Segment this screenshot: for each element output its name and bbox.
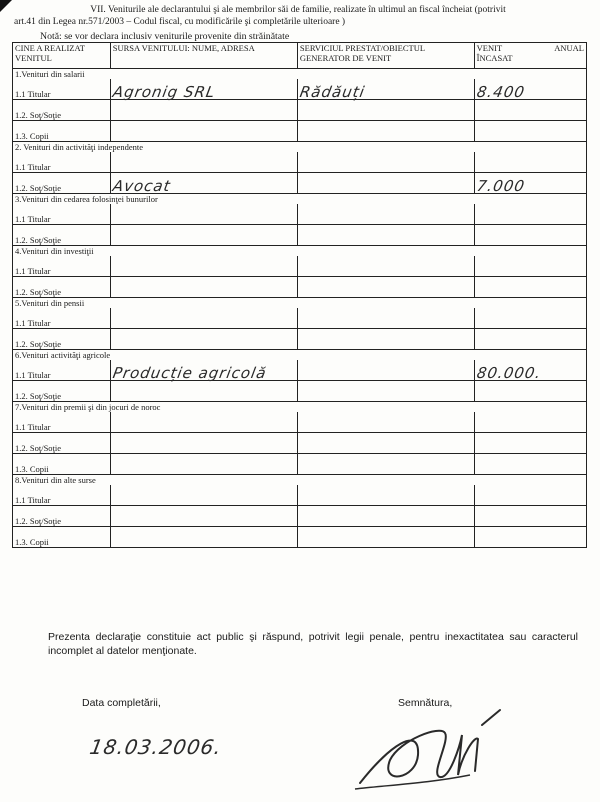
table-row bbox=[13, 100, 587, 121]
table-row bbox=[13, 412, 587, 433]
section-row bbox=[13, 350, 587, 361]
cell-source bbox=[110, 79, 297, 100]
header-income-incasat: ÎNCASAT bbox=[476, 53, 513, 63]
cell-label: 1.1 Titular bbox=[13, 204, 111, 225]
cell-source bbox=[110, 506, 297, 527]
section-heading-legal-ref: art.41 din Legea nr.571/2003 – Codul fiscal, cu modificările şi completările ulterioare ) bbox=[14, 17, 346, 27]
cell-amount bbox=[474, 329, 586, 350]
cell-label: 1.2. Soţ/Soţie bbox=[13, 506, 111, 527]
handwritten-source: Producție agricolă bbox=[111, 364, 268, 382]
table-row bbox=[13, 360, 587, 381]
section-row bbox=[13, 402, 587, 413]
table-row bbox=[13, 485, 587, 506]
section-title: 1.Venituri din salarii bbox=[13, 69, 587, 80]
table-row bbox=[13, 121, 587, 142]
cell-label: 1.3. Copii bbox=[13, 527, 111, 548]
cell-service bbox=[297, 433, 474, 454]
cell-service bbox=[297, 360, 474, 381]
cell-service bbox=[297, 79, 474, 100]
cell-amount bbox=[474, 308, 586, 329]
cell-amount bbox=[474, 433, 586, 454]
cell-source bbox=[110, 454, 297, 475]
cell-amount bbox=[474, 360, 586, 381]
cell-source bbox=[110, 433, 297, 454]
header-service bbox=[297, 43, 474, 69]
header-income-venit: VENIT bbox=[476, 43, 503, 53]
cell-amount bbox=[474, 412, 586, 433]
cell-amount bbox=[474, 277, 586, 298]
cell-source bbox=[110, 100, 297, 121]
section-title: 3.Venituri din cedarea folosinţei bunurilor bbox=[13, 194, 587, 205]
income-table bbox=[12, 42, 587, 548]
cell-source bbox=[110, 256, 297, 277]
cell-service bbox=[297, 173, 474, 194]
table-row bbox=[13, 527, 587, 548]
header-source-text: SURSA VENITULUI: NUME, ADRESA bbox=[112, 43, 255, 53]
header-source bbox=[110, 43, 297, 69]
cell-label: 1.2. Soţ/Soţie bbox=[13, 277, 111, 298]
handwritten-date: 18.03.2006. bbox=[87, 735, 224, 759]
table-row bbox=[13, 79, 587, 100]
cell-service bbox=[297, 381, 474, 402]
cell-amount bbox=[474, 506, 586, 527]
cell-service bbox=[297, 308, 474, 329]
handwritten-service: Rădăuți bbox=[298, 83, 367, 101]
handwritten-amount: 80.000. bbox=[475, 364, 543, 382]
cell-label: 1.1 Titular bbox=[13, 152, 111, 173]
cell-service bbox=[297, 527, 474, 548]
cell-service bbox=[297, 225, 474, 246]
table-row bbox=[13, 173, 587, 194]
section-row bbox=[13, 142, 587, 153]
cell-label: 1.2. Soţ/Soţie bbox=[13, 433, 111, 454]
header-who bbox=[13, 43, 111, 69]
date-label: Data completării, bbox=[82, 697, 161, 709]
section-title: 4.Venituri din investiţii bbox=[13, 246, 587, 257]
cell-source bbox=[110, 527, 297, 548]
cell-service bbox=[297, 412, 474, 433]
cell-label: 1.2. Soţ/Soţie bbox=[13, 381, 111, 402]
cell-label: 1.1 Titular bbox=[13, 485, 111, 506]
table-row bbox=[13, 506, 587, 527]
cell-amount bbox=[474, 527, 586, 548]
cell-label: 1.3. Copii bbox=[13, 454, 111, 475]
cell-amount bbox=[474, 79, 586, 100]
cell-source bbox=[110, 329, 297, 350]
cell-service bbox=[297, 256, 474, 277]
table-row bbox=[13, 277, 587, 298]
table-row bbox=[13, 204, 587, 225]
cell-source bbox=[110, 381, 297, 402]
cell-label: 1.1 Titular bbox=[13, 256, 111, 277]
cell-label: 1.2. Soţ/Soţie bbox=[13, 225, 111, 246]
cell-service bbox=[297, 485, 474, 506]
cell-service bbox=[297, 100, 474, 121]
cell-source bbox=[110, 360, 297, 381]
cell-amount bbox=[474, 454, 586, 475]
table-row bbox=[13, 381, 587, 402]
section-title: 5.Venituri din pensii bbox=[13, 298, 587, 309]
cell-source bbox=[110, 152, 297, 173]
cell-amount bbox=[474, 204, 586, 225]
cell-amount bbox=[474, 485, 586, 506]
cell-label: 1.1 Titular bbox=[13, 360, 111, 381]
section-heading: VII. Veniturile ale declarantului şi ale membrilor săi de familie, realizate în ultimul an fiscal încheiat (potrivit bbox=[90, 5, 506, 15]
foreign-income-note: Notă: se vor declara inclusiv veniturile provenite din străinătate bbox=[40, 31, 290, 42]
table-row bbox=[13, 308, 587, 329]
cell-source bbox=[110, 173, 297, 194]
table-row bbox=[13, 152, 587, 173]
cell-amount bbox=[474, 152, 586, 173]
handwritten-source: Avocat bbox=[111, 177, 172, 195]
cell-source bbox=[110, 308, 297, 329]
section-title: 6.Venituri activităţi agricole bbox=[13, 350, 587, 361]
cell-source bbox=[110, 485, 297, 506]
cell-label: 1.2. Soţ/Soţie bbox=[13, 329, 111, 350]
cell-source bbox=[110, 412, 297, 433]
cell-amount bbox=[474, 225, 586, 246]
cell-amount bbox=[474, 100, 586, 121]
income-table-body bbox=[13, 43, 587, 548]
handwritten-amount: 8.400 bbox=[475, 83, 527, 101]
cell-source bbox=[110, 277, 297, 298]
table-row bbox=[13, 433, 587, 454]
cell-label: 1.1 Titular bbox=[13, 308, 111, 329]
cell-amount bbox=[474, 173, 586, 194]
cell-amount bbox=[474, 121, 586, 142]
cell-source bbox=[110, 121, 297, 142]
cell-source bbox=[110, 225, 297, 246]
cell-service bbox=[297, 506, 474, 527]
cell-label: 1.1 Titular bbox=[13, 412, 111, 433]
table-row bbox=[13, 256, 587, 277]
header-income bbox=[474, 43, 586, 69]
signature-label: Semnătura, bbox=[398, 697, 453, 709]
section-row bbox=[13, 475, 587, 486]
cell-service bbox=[297, 204, 474, 225]
cell-service bbox=[297, 121, 474, 142]
section-row bbox=[13, 194, 587, 205]
cell-label: 1.1 Titular bbox=[13, 79, 111, 100]
legal-statement: Prezenta declaraţie constituie act public şi răspund, potrivit legii penale, pentru inexactitatea sau caracterul incomplet al datelor menţionate. bbox=[48, 631, 578, 657]
cell-service bbox=[297, 277, 474, 298]
cell-amount bbox=[474, 256, 586, 277]
cell-label: 1.2. Soţ/Soţie bbox=[13, 173, 111, 194]
header-who-text: CINE A REALIZAT VENITUL bbox=[15, 43, 85, 63]
section-title: 8.Venituri din alte surse bbox=[13, 475, 587, 486]
handwritten-source: Agronig SRL bbox=[111, 83, 217, 101]
section-row bbox=[13, 298, 587, 309]
section-row bbox=[13, 69, 587, 80]
cell-label: 1.2. Soţ/Soţie bbox=[13, 100, 111, 121]
cell-service bbox=[297, 152, 474, 173]
cell-service bbox=[297, 329, 474, 350]
section-title: 7.Venituri din premii şi din jocuri de noroc bbox=[13, 402, 587, 413]
header-service-text: SERVICIUL PRESTAT/OBIECTUL GENERATOR DE VENIT bbox=[299, 43, 425, 63]
cell-amount bbox=[474, 381, 586, 402]
signature-image bbox=[350, 705, 510, 795]
table-row bbox=[13, 454, 587, 475]
cell-source bbox=[110, 204, 297, 225]
table-row bbox=[13, 225, 587, 246]
table-row bbox=[13, 329, 587, 350]
cell-service bbox=[297, 454, 474, 475]
handwritten-amount: 7.000 bbox=[475, 177, 527, 195]
section-row bbox=[13, 246, 587, 257]
cell-label: 1.3. Copii bbox=[13, 121, 111, 142]
table-header-row bbox=[13, 43, 587, 69]
section-title: 2. Venituri din activităţi independente bbox=[13, 142, 587, 153]
header-income-anual: ANUAL bbox=[554, 43, 584, 53]
